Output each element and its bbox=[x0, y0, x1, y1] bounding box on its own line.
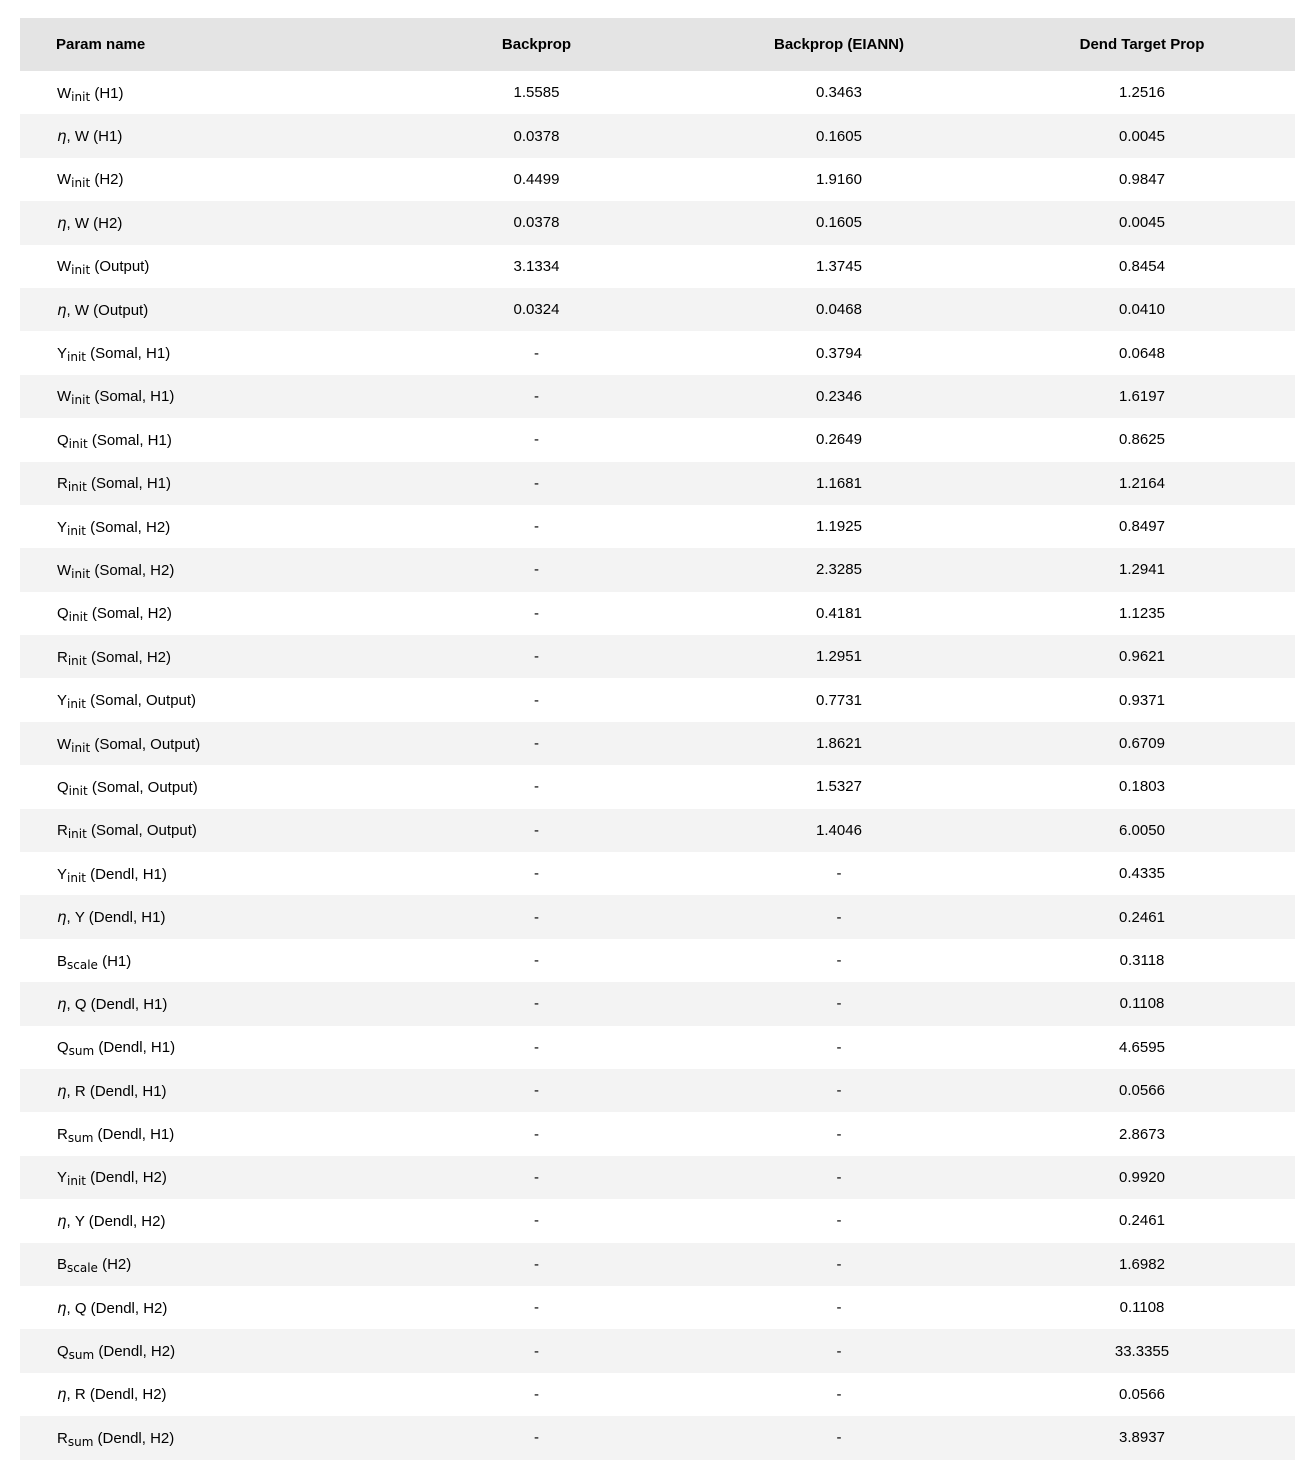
table-row bbox=[20, 462, 1295, 505]
table-row bbox=[20, 1373, 1295, 1416]
param-table bbox=[20, 18, 1295, 1460]
param-label: (H2) bbox=[90, 171, 124, 189]
backprop-eiann-value: 0.3463 bbox=[816, 84, 862, 102]
backprop-value: - bbox=[534, 474, 539, 492]
param-label: (Dendl, H1) bbox=[94, 1039, 176, 1057]
param-subscript: init bbox=[67, 1174, 86, 1189]
dend-target-prop-value: 0.0045 bbox=[1119, 214, 1165, 232]
backprop-value: - bbox=[534, 821, 539, 839]
table-row bbox=[20, 1286, 1295, 1329]
backprop-value: - bbox=[534, 561, 539, 579]
backprop-value: - bbox=[534, 735, 539, 753]
backprop-value: - bbox=[534, 691, 539, 709]
backprop-value: 0.0324 bbox=[513, 301, 560, 319]
param-label: (Somal, H2) bbox=[90, 561, 175, 579]
backprop-eiann-value: - bbox=[836, 1038, 842, 1056]
backprop-value: - bbox=[534, 1125, 539, 1143]
backprop-eiann-value: 0.4181 bbox=[816, 604, 862, 622]
backprop-eiann-value: - bbox=[836, 1082, 842, 1100]
backprop-eiann-value: 1.8621 bbox=[816, 735, 862, 753]
dend-target-prop-value: 1.2516 bbox=[1119, 84, 1165, 102]
backprop-eiann-value: 1.1925 bbox=[816, 518, 862, 536]
param-name-cell bbox=[20, 982, 384, 1025]
backprop-eiann-value: - bbox=[836, 995, 842, 1013]
backprop-value: - bbox=[534, 865, 539, 883]
param-name-cell bbox=[20, 852, 384, 895]
table-row bbox=[20, 1026, 1295, 1069]
param-table-container bbox=[20, 18, 1295, 1460]
backprop-eiann-value: 0.3794 bbox=[816, 344, 862, 362]
param-subscript: sum bbox=[68, 1044, 95, 1059]
table-header bbox=[20, 18, 1295, 71]
backprop-eiann-value: - bbox=[836, 1168, 842, 1186]
param-label: (Somal, Output) bbox=[87, 778, 198, 796]
table-row bbox=[20, 1329, 1295, 1372]
param-base: W bbox=[57, 735, 72, 753]
param-name-cell bbox=[20, 505, 384, 548]
param-label: (Somal, H2) bbox=[86, 518, 171, 536]
backprop-eiann-value: 0.0468 bbox=[816, 301, 862, 319]
param-name-cell bbox=[20, 158, 384, 201]
param-label: (H1) bbox=[90, 84, 124, 102]
param-prefix: η bbox=[57, 994, 67, 1013]
param-label: , Y (Dendl, H2) bbox=[66, 1212, 166, 1230]
param-name-cell bbox=[20, 71, 384, 114]
dend-target-prop-value: 33.3355 bbox=[1114, 1342, 1170, 1360]
dend-target-prop-value: 1.1235 bbox=[1119, 604, 1165, 622]
param-base: Q bbox=[57, 431, 69, 449]
param-label: (Somal, H1) bbox=[86, 475, 172, 493]
param-base: W bbox=[57, 561, 72, 579]
param-label: (Dendl, H1) bbox=[86, 865, 167, 883]
param-name-cell bbox=[20, 722, 384, 765]
param-name-cell bbox=[20, 895, 384, 938]
param-base: Y bbox=[57, 865, 68, 883]
param-label: (H2) bbox=[97, 1256, 132, 1274]
param-subscript: scale bbox=[67, 957, 98, 972]
param-base: R bbox=[57, 1429, 68, 1447]
param-base: W bbox=[57, 171, 72, 189]
param-label: (Somal, Output) bbox=[90, 735, 201, 753]
backprop-value: - bbox=[534, 1082, 539, 1100]
param-label: (Somal, H2) bbox=[87, 605, 172, 623]
param-name-cell bbox=[20, 635, 384, 678]
param-base: Q bbox=[57, 605, 69, 623]
backprop-value: - bbox=[534, 387, 539, 405]
param-subscript: sum bbox=[68, 1348, 95, 1363]
param-subscript: init bbox=[71, 566, 91, 581]
param-name-cell bbox=[20, 1416, 384, 1459]
param-name-cell bbox=[20, 1243, 384, 1286]
table-row bbox=[20, 852, 1295, 895]
table-row bbox=[20, 1069, 1295, 1112]
table-row bbox=[20, 895, 1295, 938]
backprop-value: - bbox=[534, 995, 539, 1013]
backprop-eiann-value: - bbox=[836, 1125, 842, 1143]
table-row bbox=[20, 245, 1295, 288]
backprop-eiann-value: 0.1605 bbox=[816, 214, 862, 232]
backprop-eiann-value: 1.3745 bbox=[816, 257, 862, 275]
param-subscript: scale bbox=[67, 1261, 98, 1276]
table-row bbox=[20, 592, 1295, 635]
table-row bbox=[20, 765, 1295, 808]
table-row bbox=[20, 505, 1295, 548]
table-row bbox=[20, 1199, 1295, 1242]
backprop-value: - bbox=[534, 1342, 539, 1360]
backprop-value: - bbox=[534, 908, 539, 926]
table-row bbox=[20, 982, 1295, 1025]
param-label: (Dendl, H2) bbox=[93, 1429, 175, 1447]
header-backprop: Backprop bbox=[501, 36, 572, 53]
param-label: , R (Dendl, H2) bbox=[66, 1386, 167, 1404]
backprop-value: - bbox=[534, 1299, 539, 1317]
backprop-value: - bbox=[534, 604, 539, 622]
param-name-cell bbox=[20, 288, 384, 331]
dend-target-prop-value: 4.6595 bbox=[1119, 1038, 1165, 1056]
backprop-value: - bbox=[534, 1255, 539, 1273]
param-subscript: init bbox=[71, 89, 91, 104]
header-row bbox=[20, 18, 1295, 71]
backprop-value: - bbox=[534, 344, 539, 362]
dend-target-prop-value: 0.2461 bbox=[1119, 1212, 1165, 1230]
header-backprop-eiann: Backprop (EIANN) bbox=[773, 36, 904, 53]
backprop-value: - bbox=[534, 1038, 539, 1056]
backprop-eiann-value: 0.2649 bbox=[816, 431, 862, 449]
param-subscript: init bbox=[71, 263, 91, 278]
backprop-eiann-value: - bbox=[836, 1212, 842, 1230]
backprop-value: - bbox=[534, 778, 539, 796]
backprop-eiann-value: 1.1681 bbox=[816, 474, 862, 492]
param-base: R bbox=[57, 475, 68, 493]
backprop-value: - bbox=[534, 648, 539, 666]
param-label: (Dendl, H2) bbox=[94, 1343, 176, 1361]
dend-target-prop-value: 0.9371 bbox=[1119, 691, 1165, 709]
table-row bbox=[20, 418, 1295, 461]
param-base: W bbox=[57, 388, 72, 406]
param-base: W bbox=[57, 258, 72, 276]
table-row bbox=[20, 939, 1295, 982]
param-prefix: η bbox=[57, 1385, 67, 1404]
backprop-eiann-value: 1.9160 bbox=[816, 170, 862, 188]
table-row bbox=[20, 288, 1295, 331]
param-name-cell bbox=[20, 678, 384, 721]
dend-target-prop-value: 0.1108 bbox=[1119, 1299, 1165, 1317]
table-row bbox=[20, 114, 1295, 157]
dend-target-prop-value: 0.9847 bbox=[1119, 170, 1165, 188]
param-name-cell bbox=[20, 939, 384, 982]
param-subscript: init bbox=[68, 436, 88, 451]
dend-target-prop-value: 0.0648 bbox=[1119, 344, 1165, 362]
param-name-cell bbox=[20, 1373, 384, 1416]
table-row bbox=[20, 331, 1295, 374]
backprop-eiann-value: 1.5327 bbox=[816, 778, 862, 796]
param-subscript: init bbox=[68, 610, 88, 625]
dend-target-prop-value: 1.2164 bbox=[1119, 474, 1165, 492]
table-row bbox=[20, 1112, 1295, 1155]
param-name-cell bbox=[20, 375, 384, 418]
param-label: , W (H1) bbox=[66, 128, 123, 146]
param-name-cell bbox=[20, 1329, 384, 1372]
dend-target-prop-value: 0.8497 bbox=[1119, 518, 1165, 536]
table-row bbox=[20, 1156, 1295, 1199]
param-name-cell bbox=[20, 1069, 384, 1112]
backprop-eiann-value: - bbox=[836, 908, 842, 926]
backprop-value: 0.0378 bbox=[513, 214, 560, 232]
dend-target-prop-value: 0.9621 bbox=[1119, 648, 1165, 666]
dend-target-prop-value: 0.2461 bbox=[1119, 908, 1165, 926]
table-row bbox=[20, 375, 1295, 418]
param-base: Q bbox=[57, 1343, 69, 1361]
backprop-eiann-value: 0.7731 bbox=[816, 691, 862, 709]
dend-target-prop-value: 6.0050 bbox=[1119, 821, 1165, 839]
param-label: (Somal, Output) bbox=[86, 692, 197, 710]
param-label: (Somal, H1) bbox=[86, 345, 171, 363]
param-name-cell bbox=[20, 809, 384, 852]
backprop-value: - bbox=[534, 1212, 539, 1230]
header-param-name: Param name bbox=[56, 36, 146, 53]
table-row bbox=[20, 1243, 1295, 1286]
param-name-cell bbox=[20, 114, 384, 157]
dend-target-prop-value: 0.9920 bbox=[1119, 1168, 1165, 1186]
param-base: Y bbox=[57, 518, 68, 536]
table-row bbox=[20, 548, 1295, 591]
param-label: (Output) bbox=[90, 258, 150, 276]
param-base: R bbox=[57, 1126, 68, 1144]
param-subscript: sum bbox=[67, 1131, 94, 1146]
table-row bbox=[20, 635, 1295, 678]
table-row bbox=[20, 678, 1295, 721]
param-name-cell bbox=[20, 418, 384, 461]
param-subscript: init bbox=[67, 480, 87, 495]
dend-target-prop-value: 0.0045 bbox=[1119, 127, 1165, 145]
param-base: Q bbox=[57, 778, 69, 796]
backprop-eiann-value: 1.4046 bbox=[816, 821, 862, 839]
param-base: R bbox=[57, 822, 68, 840]
param-label: (Somal, H1) bbox=[87, 431, 172, 449]
param-label: , R (Dendl, H1) bbox=[66, 1082, 167, 1100]
param-base: R bbox=[57, 648, 68, 666]
backprop-eiann-value: - bbox=[836, 1342, 842, 1360]
param-name-cell bbox=[20, 1286, 384, 1329]
param-subscript: init bbox=[67, 827, 87, 842]
table-row bbox=[20, 71, 1295, 114]
backprop-value: 0.0378 bbox=[513, 127, 560, 145]
param-subscript: init bbox=[71, 740, 91, 755]
dend-target-prop-value: 0.8625 bbox=[1119, 431, 1165, 449]
backprop-value: - bbox=[534, 1385, 539, 1403]
param-subscript: init bbox=[71, 176, 91, 191]
param-subscript: init bbox=[67, 870, 86, 885]
table-row bbox=[20, 158, 1295, 201]
dend-target-prop-value: 0.8454 bbox=[1119, 257, 1165, 275]
dend-target-prop-value: 0.0566 bbox=[1119, 1082, 1165, 1100]
backprop-eiann-value: - bbox=[836, 1299, 842, 1317]
backprop-eiann-value: - bbox=[836, 952, 842, 969]
backprop-eiann-value: - bbox=[836, 1255, 842, 1273]
param-base: Y bbox=[57, 692, 68, 710]
param-base: Q bbox=[57, 1039, 69, 1057]
param-base: B bbox=[57, 952, 68, 970]
backprop-value: - bbox=[534, 1429, 539, 1447]
backprop-value: 3.1334 bbox=[513, 257, 560, 275]
backprop-eiann-value: - bbox=[836, 1429, 842, 1447]
param-subscript: init bbox=[71, 393, 91, 408]
param-subscript: sum bbox=[67, 1434, 94, 1449]
backprop-value: - bbox=[534, 431, 539, 449]
backprop-value: - bbox=[534, 518, 539, 536]
dend-target-prop-value: 0.1108 bbox=[1119, 995, 1165, 1013]
backprop-value: 0.4499 bbox=[513, 170, 560, 188]
param-label: , Q (Dendl, H2) bbox=[66, 1299, 168, 1317]
param-subscript: init bbox=[68, 783, 88, 798]
param-label: (Somal, Output) bbox=[86, 822, 197, 840]
param-prefix: η bbox=[57, 213, 67, 232]
dend-target-prop-value: 0.3118 bbox=[1119, 952, 1165, 969]
param-name-cell bbox=[20, 1112, 384, 1155]
param-prefix: η bbox=[57, 908, 67, 927]
param-label: (Dendl, H1) bbox=[93, 1126, 175, 1144]
param-prefix: η bbox=[57, 1081, 67, 1100]
backprop-eiann-value: - bbox=[836, 1385, 842, 1403]
param-label: (Dendl, H2) bbox=[86, 1169, 167, 1187]
backprop-value: - bbox=[534, 952, 539, 969]
param-label: , W (H2) bbox=[66, 214, 123, 232]
param-label: , Y (Dendl, H1) bbox=[66, 909, 166, 927]
param-name-cell bbox=[20, 548, 384, 591]
backprop-eiann-value: 1.2951 bbox=[816, 648, 862, 666]
param-base: Y bbox=[57, 1169, 68, 1187]
param-name-cell bbox=[20, 1026, 384, 1069]
backprop-value: 1.5585 bbox=[513, 84, 560, 102]
dend-target-prop-value: 0.0410 bbox=[1119, 301, 1165, 319]
backprop-eiann-value: 2.3285 bbox=[816, 561, 862, 579]
backprop-eiann-value: - bbox=[836, 865, 842, 883]
backprop-eiann-value: 0.2346 bbox=[816, 387, 862, 405]
param-label: (H1) bbox=[97, 952, 132, 970]
dend-target-prop-value: 0.0566 bbox=[1119, 1385, 1165, 1403]
dend-target-prop-value: 0.4335 bbox=[1119, 865, 1165, 883]
param-prefix: η bbox=[57, 127, 67, 146]
dend-target-prop-value: 1.6197 bbox=[1119, 387, 1165, 405]
dend-target-prop-value: 0.1803 bbox=[1119, 778, 1165, 796]
param-name-cell bbox=[20, 331, 384, 374]
param-base: B bbox=[57, 1256, 68, 1274]
param-label: , W (Output) bbox=[66, 301, 149, 319]
param-name-cell bbox=[20, 462, 384, 505]
param-name-cell bbox=[20, 1156, 384, 1199]
table-body bbox=[20, 71, 1295, 1460]
param-subscript: init bbox=[67, 350, 86, 365]
param-label: (Somal, H1) bbox=[90, 388, 175, 406]
param-prefix: η bbox=[57, 1211, 67, 1230]
param-base: W bbox=[57, 84, 72, 102]
param-name-cell bbox=[20, 201, 384, 244]
header-dend-target-prop: Dend Target Prop bbox=[1079, 36, 1205, 53]
dend-target-prop-value: 0.6709 bbox=[1119, 735, 1165, 753]
table-row bbox=[20, 809, 1295, 852]
param-name-cell bbox=[20, 1199, 384, 1242]
table-row bbox=[20, 201, 1295, 244]
param-subscript: init bbox=[67, 523, 86, 538]
dend-target-prop-value: 1.2941 bbox=[1119, 561, 1165, 579]
param-label: , Q (Dendl, H1) bbox=[66, 995, 168, 1013]
dend-target-prop-value: 3.8937 bbox=[1119, 1429, 1165, 1447]
param-label: (Somal, H2) bbox=[86, 648, 172, 666]
param-subscript: init bbox=[67, 653, 87, 668]
backprop-eiann-value: 0.1605 bbox=[816, 127, 862, 145]
backprop-value: - bbox=[534, 1168, 539, 1186]
dend-target-prop-value: 2.8673 bbox=[1119, 1125, 1165, 1143]
param-name-cell bbox=[20, 765, 384, 808]
param-name-cell bbox=[20, 592, 384, 635]
param-prefix: η bbox=[57, 300, 67, 319]
param-base: Y bbox=[57, 345, 68, 363]
table-row bbox=[20, 1416, 1295, 1459]
param-prefix: η bbox=[57, 1298, 67, 1317]
param-subscript: init bbox=[67, 697, 86, 712]
dend-target-prop-value: 1.6982 bbox=[1119, 1255, 1165, 1273]
table-row bbox=[20, 722, 1295, 765]
param-name-cell bbox=[20, 245, 384, 288]
